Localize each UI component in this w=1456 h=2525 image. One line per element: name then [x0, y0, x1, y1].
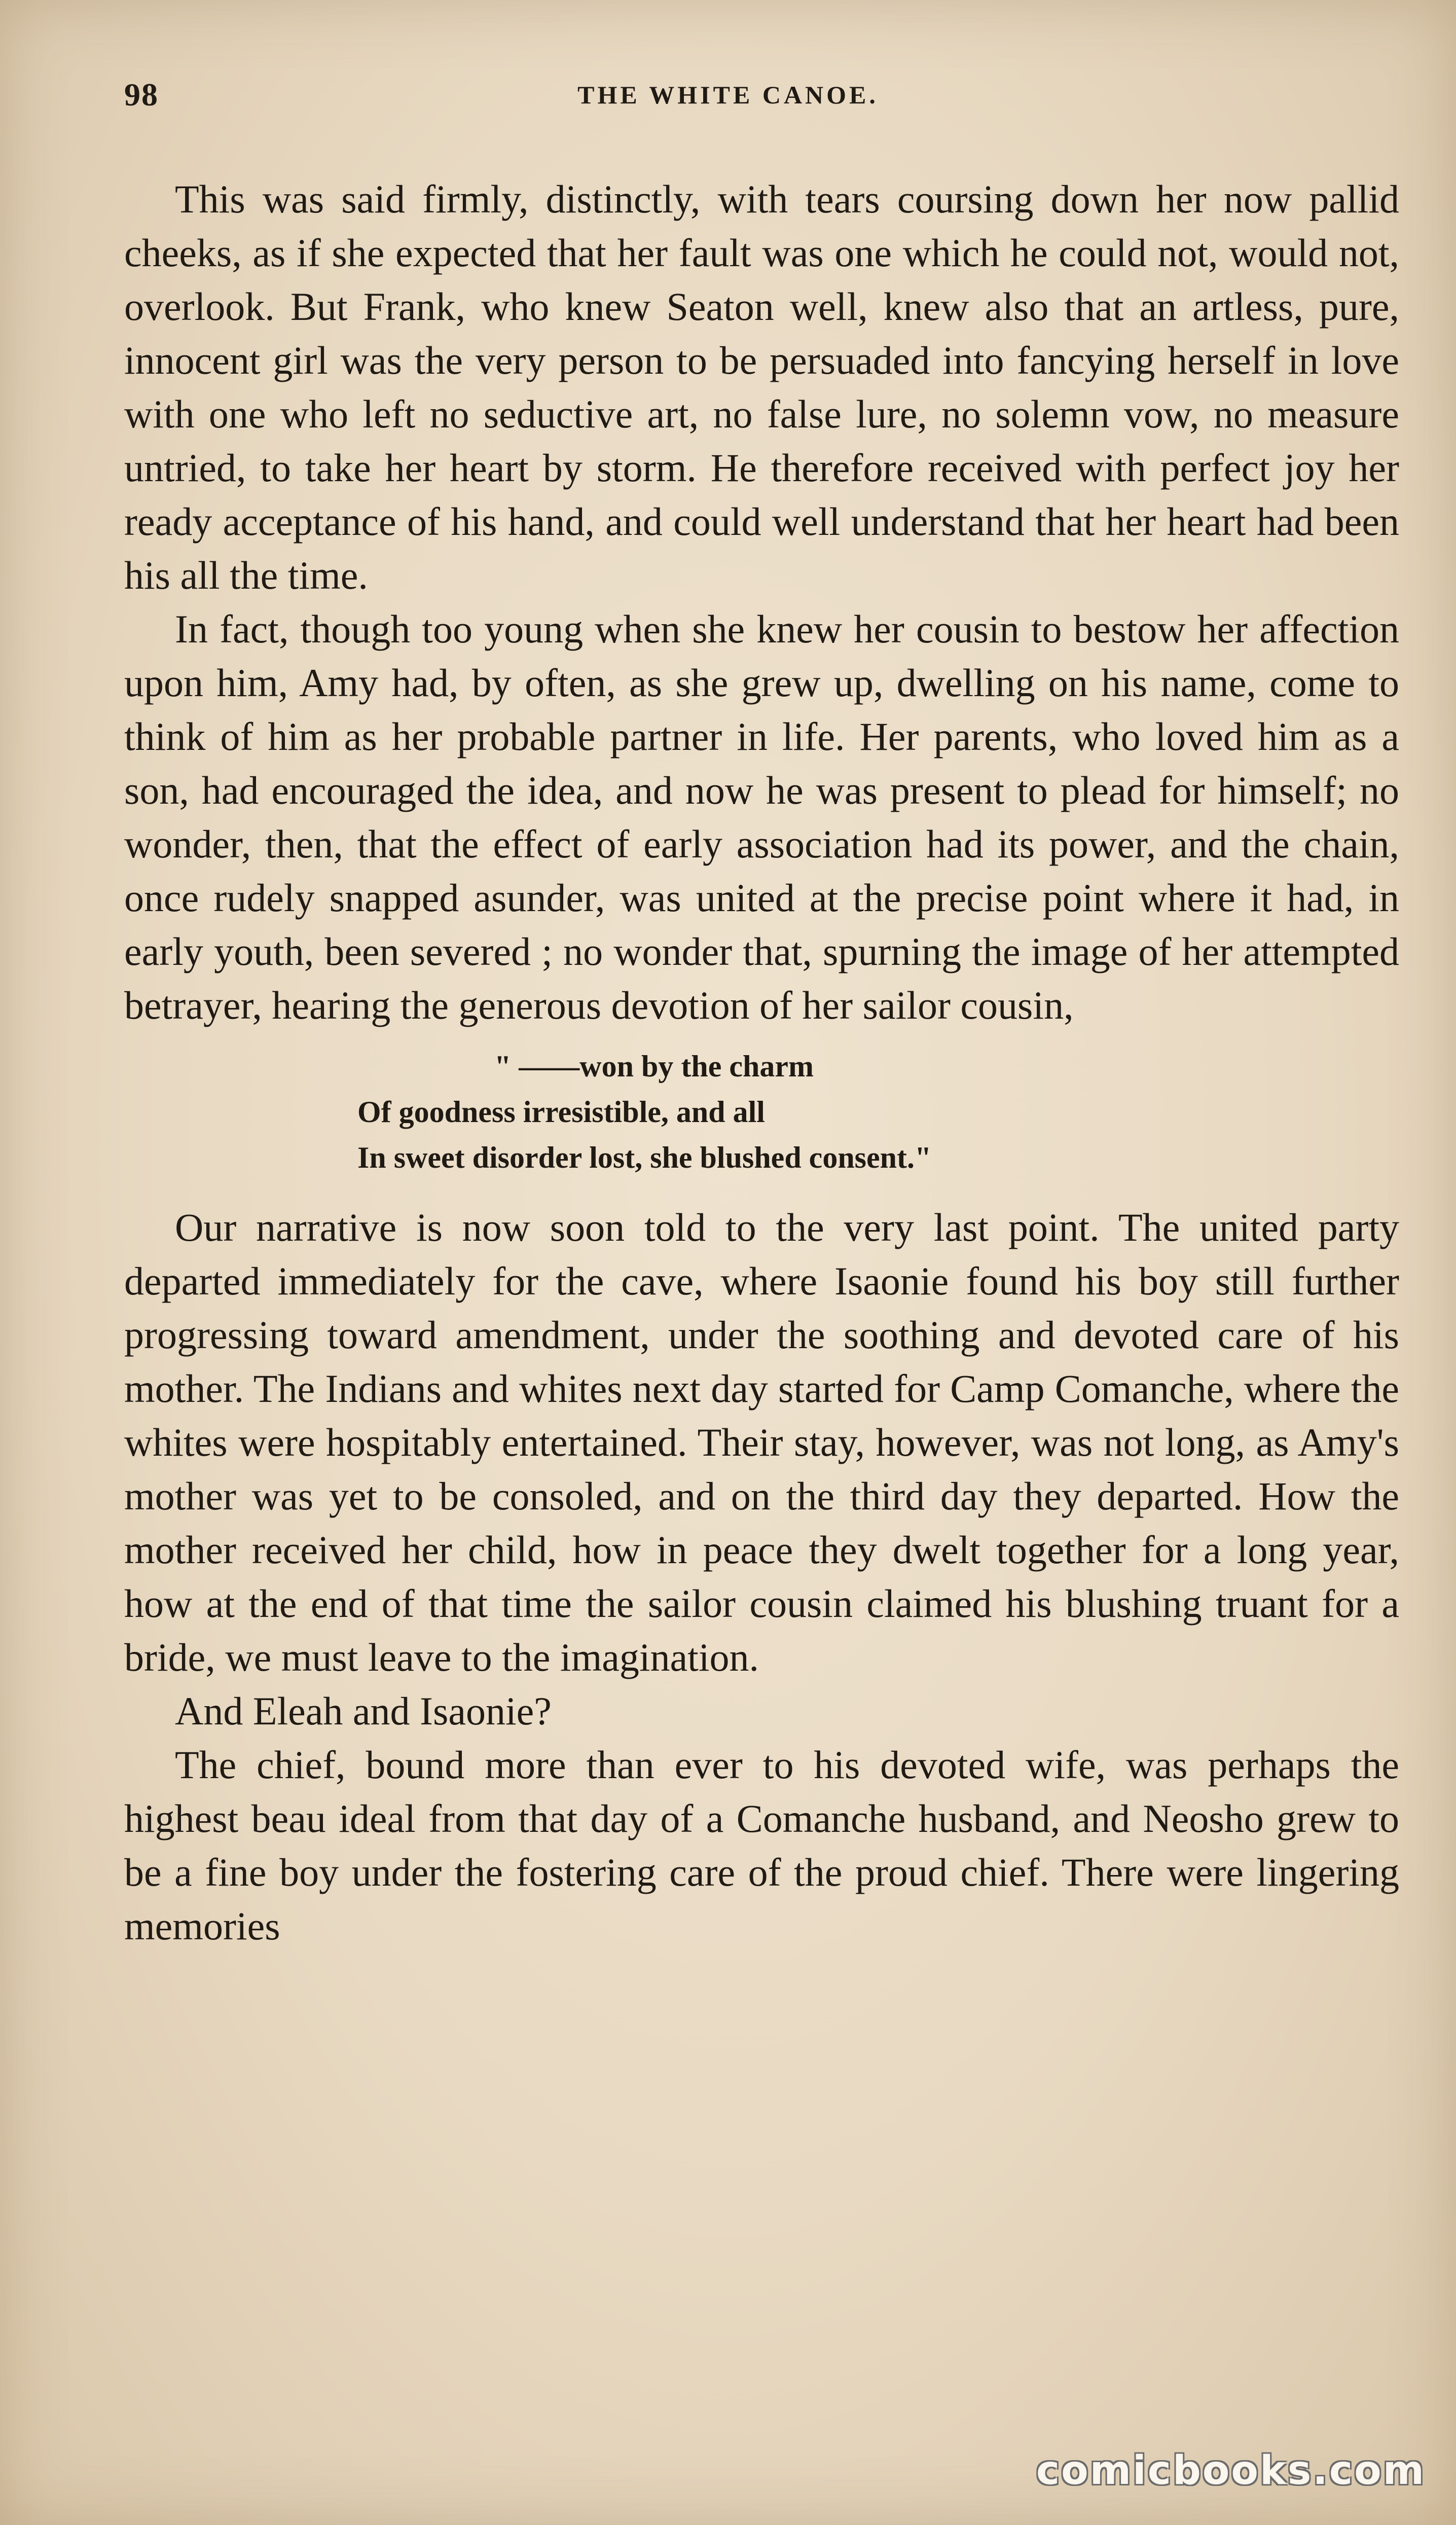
paragraph: This was said firmly, distinctly, with tears coursing down her now pallid cheeks, as if she expected that her fault was one which he could not, would not, overlook. But Frank, who knew Seaton well, knew also that an artless, pure, innocent girl was the very person to be persuaded into fancying herself in love with one who left no seductive art, no false lure, no solemn vow, no measure untried, to take her heart by storm. He therefore received with perfect joy her ready acceptance of his hand, and could well understand that her heart had been his all the time.: [124, 177, 1399, 597]
page-header: [124, 76, 1332, 122]
verse-line: " ——won by the charm: [494, 1050, 814, 1083]
paragraph: In fact, though too young when she knew her cousin to bestow her affection upon him, Amy had, by often, as she grew up, dwelling on his name, come to think of him as her probable partner in life. Her parents, who loved him as a son, had encouraged the idea, and now he was present to plead for himself; no wonder, then, that the effect of early association had its power, and the chain, once rudely snapped asunder, was united at the precise point where it had, in early youth, been severed ; no wonder that, spurning the image of her attempted betrayer, hearing the generous devotion of her sailor cousin,: [124, 607, 1399, 1027]
paragraph: The chief, bound more than ever to his devoted wife, was perhaps the highest beau ideal from that day of a Comanche husband, and Neosho grew to be a fine boy under the fostering care of the proud chief. There were lingering memories: [124, 1743, 1399, 1948]
paragraph: Our narrative is now soon told to the very last point. The united party departed immediately for the cave, where Isaonie found his boy still further progressing toward amendment, under the soothing and devoted care of his mother. The Indians and whites next day started for Camp Comanche, where the whites were hospitably entertained. Their stay, however, was not long, as Amy's mother was yet to be consoled, and on the third day they departed. How the mother received her child, how in peace they dwelt together for a long year, how at the end of that time the sailor cousin claimed his blushing truant for a bride, we must leave to the imagination.: [124, 1205, 1399, 1679]
page-number: 98: [124, 77, 159, 113]
running-head: THE WHITE CANOE.: [577, 81, 879, 109]
verse-line: Of goodness irresistible, and all: [357, 1095, 765, 1129]
paragraph: And Eleah and Isaonie?: [175, 1689, 552, 1733]
verse-quote: [357, 1043, 1399, 1180]
verse-line: In sweet disorder lost, she blushed consent.": [357, 1141, 932, 1174]
body-text: [124, 172, 1399, 1953]
watermark: comicbooks.com: [1036, 2448, 1426, 2494]
